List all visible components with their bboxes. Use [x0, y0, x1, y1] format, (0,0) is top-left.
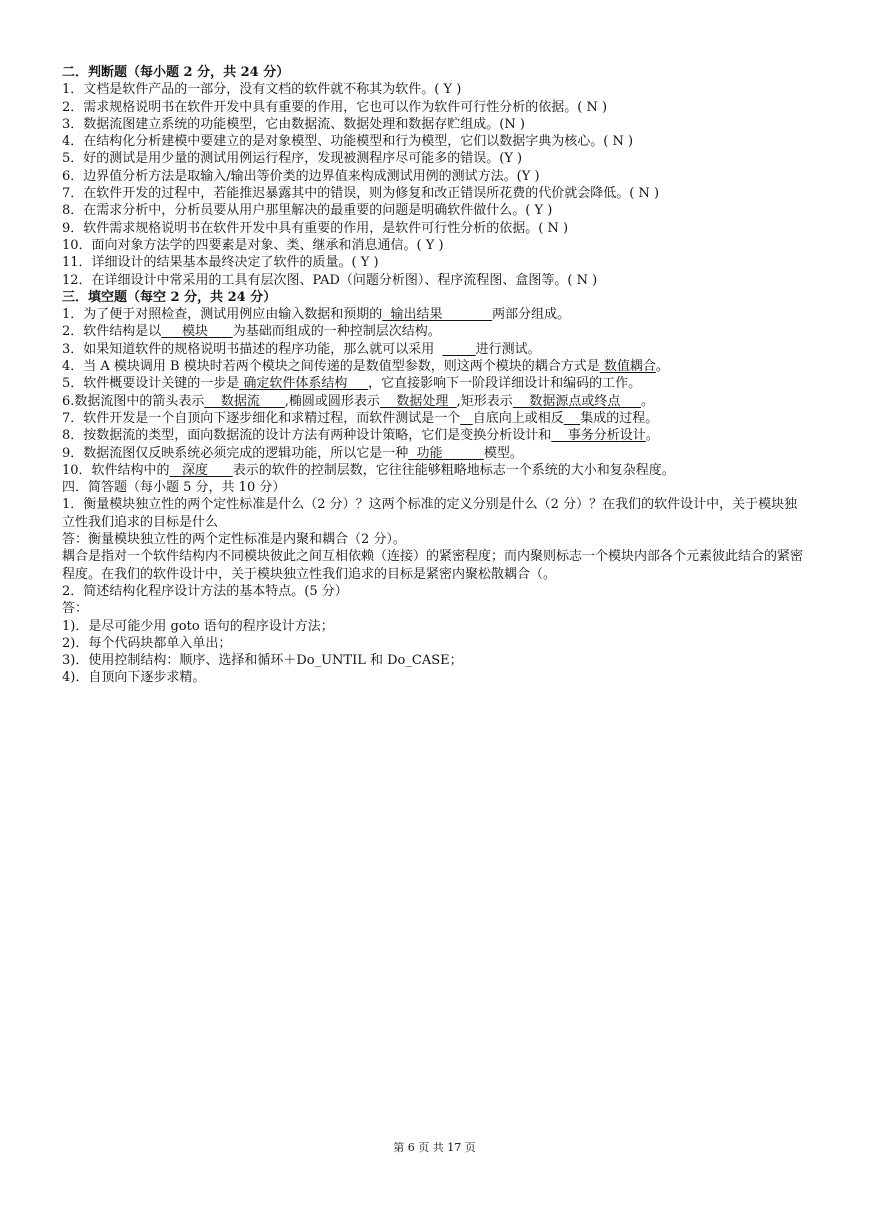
- fill-item: [62, 427, 810, 444]
- fill-text: 为基础而组成的一种控制层次结构。: [232, 324, 441, 340]
- fill-item: [62, 375, 810, 392]
- fill-text: 4．当 A 模块调用 B 模块时若两个模块之间传递的是数值型参数，则这两个模块的耦合方式是: [62, 359, 600, 375]
- page-footer: 第 6 页 共 17 页: [393, 1141, 476, 1154]
- fill-answer: 输出结果: [382, 307, 493, 323]
- judgment-item: 10．面向对象方法学的四要素是对象、类、继承和消息通信。( Y ): [62, 237, 444, 253]
- judgment-item: 11．详细设计的结果基本最终决定了软件的质量。( Y ): [62, 255, 379, 271]
- fill-text: 表示的软件的控制层数，它往往能够粗略地标志一个系统的大小和复杂程度。: [232, 462, 675, 478]
- fill-answer: 数据源点或终点: [512, 393, 642, 409]
- fill-text: 。: [645, 428, 659, 444]
- fill-answer: 确定软件体系结构: [239, 376, 369, 392]
- fill-answer: [460, 411, 472, 426]
- fill-text: ,矩形表示: [456, 393, 513, 409]
- fill-text: ,椭圆或圆形表示: [284, 393, 380, 409]
- fill-text: 两部分组成。: [492, 307, 571, 323]
- fill-list: [62, 306, 810, 479]
- fill-item: [62, 306, 810, 323]
- judgment-item: 6．边界值分析方法是取输入/输出等价类的边界值来构成测试用例的测试方法。(Y ): [62, 168, 540, 184]
- answer-item: 2)．每个代码块都单入单出；: [62, 635, 232, 651]
- fill-text: 3．如果知道软件的规格说明书描述的程序功能，那么就可以采用: [62, 341, 443, 357]
- fill-answer: 功能: [408, 445, 484, 461]
- judgment-item: 12．在详细设计中常采用的工具有层次图、PAD（问题分析图）、程序流程图、盒图等。( N ): [62, 272, 598, 288]
- fill-text: 自底向上或相反: [472, 410, 564, 426]
- fill-text: 5．软件概要设计关键的一步是: [62, 376, 240, 392]
- short-heading: 四．简答题（每小题 5 分，共 10 分）: [62, 480, 286, 496]
- fill-answer: 数据处理: [379, 393, 457, 409]
- fill-item: [62, 393, 810, 410]
- answer-item: 4)．自顶向下逐步求精。: [62, 670, 206, 686]
- fill-answer: 数据流: [204, 393, 285, 409]
- fill-item: [62, 410, 810, 427]
- judgment-item: 7．在软件开发的过程中，若能推迟暴露其中的错误，则为修复和改正错误所花费的代价就会降低。( N ): [62, 186, 660, 202]
- fill-heading: 三．填空题（每空 2 分，共 24 分）: [62, 289, 277, 305]
- fill-answer: 深度: [169, 462, 233, 478]
- fill-item: [62, 323, 810, 340]
- fill-text: ，它直接影响下一阶段详细设计和编码的工作。: [368, 376, 642, 392]
- fill-text: 2．软件结构是以: [62, 324, 162, 340]
- fill-text: 10．软件结构中的: [62, 462, 170, 478]
- judgment-list: [62, 81, 810, 289]
- fill-text: 8．按数据流的类型，面向数据流的设计方法有两种设计策略，它们是变换分析设计和: [62, 428, 552, 444]
- fill-answer: 事务分析设计: [551, 428, 646, 444]
- judgment-heading: 二．判断题（每小题 2 分，共 24 分）: [62, 65, 290, 80]
- short-answer-1-detail: 耦合是指对一个软件结构内不同模块彼此之间互相依赖（连接）的紧密程度；而内聚则标志一个模块内部各个元素彼此结合的紧密程度。在我们的软件设计中，关于模块独立性我们追求的目标是紧密内聚松散耦合（。: [62, 549, 804, 582]
- answer-item: 1)．是尽可能少用 goto 语句的程序设计方法；: [62, 618, 334, 634]
- fill-text: 。: [655, 359, 669, 375]
- fill-item: [62, 358, 810, 375]
- fill-text: 模型。: [483, 445, 523, 461]
- fill-text: 进行测试。: [475, 341, 541, 357]
- fill-item: [62, 341, 810, 358]
- short-answer-2-list: [62, 618, 810, 687]
- fill-text: 1．为了便于对照检查，测试用例应由输入数据和预期的: [62, 307, 383, 323]
- short-question-2: 2．简述结构化程序设计方法的基本特点。(5 分）: [62, 583, 348, 599]
- fill-answer: 模块: [161, 324, 233, 340]
- short-answer-2-label: 答：: [62, 601, 89, 617]
- fill-text: 。: [641, 393, 655, 409]
- judgment-item: 1．文档是软件产品的一部分，没有文档的软件就不称其为软件。( Y ): [62, 82, 462, 98]
- fill-text: 集成的过程。: [580, 410, 659, 426]
- fill-text: 6.数据流图中的箭头表示: [62, 393, 205, 409]
- judgment-item: 8．在需求分析中，分析员要从用户那里解决的最重要的问题是明确软件做什么。( Y ): [62, 203, 553, 219]
- judgment-item: 2．需求规格说明书在软件开发中具有重要的作用，它也可以作为软件可行性分析的依据。( N ): [62, 99, 608, 115]
- answer-item: 3)．使用控制结构：顺序、选择和循环＋Do_UNTIL 和 Do_CASE；: [62, 653, 463, 669]
- fill-answer: [443, 342, 476, 357]
- judgment-item: 3．数据流图建立系统的功能模型，它由数据流、数据处理和数据存贮组成。(N ): [62, 116, 525, 132]
- fill-answer: 数值耦合: [599, 359, 656, 375]
- judgment-item: 5．好的测试是用少量的测试用例运行程序，发现被测程序尽可能多的错误。(Y ): [62, 151, 523, 167]
- short-question-1: 1．衡量模块独立性的两个定性标准是什么（2 分）？这两个标准的定义分别是什么（2 分）？在我们的软件设计中，关于模块独立性我们追求的目标是什么: [62, 497, 798, 530]
- fill-item: [62, 462, 810, 479]
- short-answer-1-summary: 答：衡量模块独立性的两个定性标准是内聚和耦合（2 分）。: [62, 532, 406, 548]
- page-content: [62, 64, 810, 687]
- fill-text: 7．软件开发是一个自顶向下逐步细化和求精过程，而软件测试是一个: [62, 410, 461, 426]
- fill-item: [62, 445, 810, 462]
- judgment-item: 9．软件需求规格说明书在软件开发中具有重要的作用，是软件可行性分析的依据。( N ): [62, 220, 569, 236]
- fill-answer: [564, 411, 581, 426]
- judgment-item: 4．在结构化分析建模中要建立的是对象模型、功能模型和行为模型，它们以数据字典为核心。( N ): [62, 134, 634, 150]
- fill-text: 9．数据流图仅反映系统必须完成的逻辑功能，所以它是一种: [62, 445, 409, 461]
